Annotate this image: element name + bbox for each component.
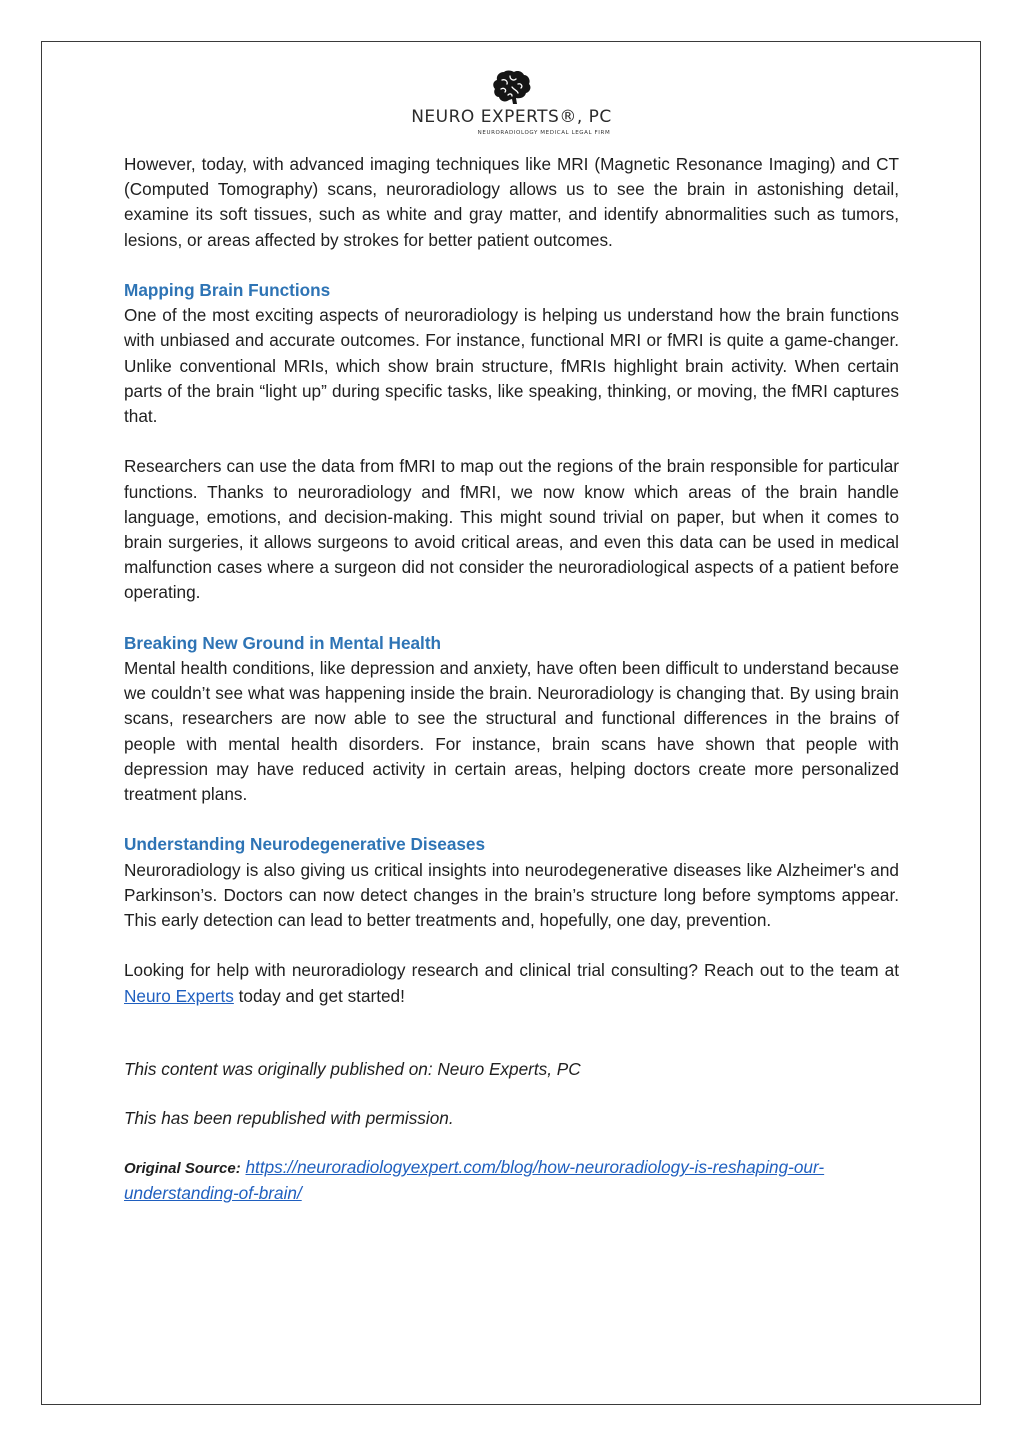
- original-source-link[interactable]: https://neuroradiologyexpert.com/blog/how-neuroradiology-is-reshaping-our-understanding-of-brain/: [124, 1157, 825, 1204]
- brand-name: NEURO EXPERTS®, PC: [411, 107, 612, 127]
- original-source-label: Original Source:: [124, 1160, 241, 1178]
- original-source: [124, 1155, 899, 1206]
- brand-tagline: NEURORADIOLOGY MEDICAL LEGAL FIRM: [477, 130, 611, 136]
- paragraph: Neuroradiology is also giving us critical insights into neurodegenerative diseases like Alzheimer's and Parkinson’s. Doctors can now detect changes in the brain’s structure long before symptoms appear. This early detection can lead to better treatments and, hopefully, one day, prevention.: [124, 859, 899, 931]
- section-heading-mapping: Mapping Brain Functions: [124, 280, 331, 300]
- neuro-experts-link[interactable]: Neuro Experts: [124, 985, 234, 1006]
- cta-text-before: Looking for help with neuroradiology research and clinical trial consulting? Reach out to the team at: [124, 960, 899, 981]
- paragraph: One of the most exciting aspects of neuroradiology is helping us understand how the brain functions with unbiased and accurate outcomes. For instance, functional MRI or fMRI is quite a game-changer. Unlike conventional MRIs, which show brain structure, fMRIs highlight brain activity. When certain parts of the brain “light up” during specific tasks, like speaking, thinking, or moving, the fMRI captures that.: [124, 305, 899, 427]
- paragraph: Mental health conditions, like depression and anxiety, have often been difficult to understand because we couldn’t see what was happening inside the brain. Neuroradiology is changing that. By using brain scans, researchers are now able to see the structural and functional differences in the brains of people with mental health disorders. For instance, brain scans have shown that people with depression may have reduced activity in certain areas, helping doctors create more personalized treatment plans.: [124, 658, 899, 805]
- section-heading-neurodegenerative: Understanding Neurodegenerative Diseases: [124, 834, 486, 855]
- article-body: [124, 152, 899, 1207]
- brain-icon: [490, 68, 534, 106]
- header: [0, 68, 1023, 138]
- cta-text-after: today and get started!: [233, 985, 405, 1006]
- permission-note: This has been republished with permission.: [124, 1108, 454, 1129]
- cta-paragraph: [124, 958, 899, 1008]
- section-heading-mental-health: Breaking New Ground in Mental Health: [124, 632, 442, 653]
- intro-paragraph: However, today, with advanced imaging techniques like MRI (Magnetic Resonance Imaging) and CT (Computed Tomography) scans, neuroradiology allows us to see the brain in astonishing detail, examine its soft tissues, such as white and gray matter, and identify abnormalities such as tumors, lesions, or areas affected by strokes for better patient outcomes.: [124, 154, 899, 250]
- paragraph: Researchers can use the data from fMRI to map out the regions of the brain responsible for particular functions. Thanks to neuroradiology and fMRI, we now know which areas of the brain handle language, emotions, and decision-making. This might sound trivial on paper, but when it comes to brain surgeries, it allows surgeons to avoid critical areas, and even this data can be used in medical malfunction cases where a surgeon did not consider the neuroradiological aspects of a patient before operating.: [124, 456, 899, 603]
- published-note: This content was originally published on: Neuro Experts, PC: [124, 1058, 581, 1079]
